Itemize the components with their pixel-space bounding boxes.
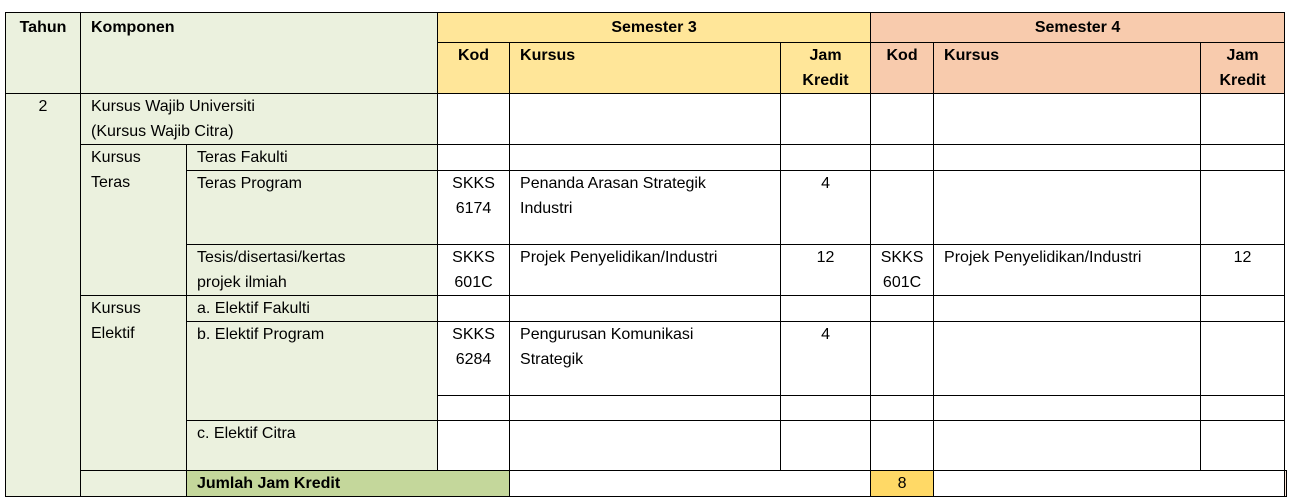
cell-empty <box>871 145 934 171</box>
total-tahun-spacer <box>81 471 187 497</box>
s3-kursus: Projek Penyelidikan/Industri <box>510 245 781 296</box>
header-s4-jam-kredit: Jam Kredit <box>1201 43 1285 94</box>
cell-empty <box>438 296 510 322</box>
table-row <box>6 245 1287 296</box>
cell-empty <box>781 94 871 145</box>
s3-kod: SKKS 6284 <box>438 322 510 396</box>
header-komponen: Komponen <box>81 13 438 94</box>
table-row <box>6 322 1287 396</box>
s4-jam-kredit: 12 <box>1201 245 1285 296</box>
komponen-tesis: Tesis/disertasi/kertas projek ilmiah <box>187 245 438 296</box>
cell-empty <box>871 322 934 396</box>
total-s3-jam-kredit: 8 <box>871 471 934 497</box>
s3-kod: SKKS 601C <box>438 245 510 296</box>
s3-kursus: Penanda Arasan Strategik Industri <box>510 171 781 245</box>
cell-empty <box>1201 396 1285 421</box>
cell-empty <box>510 296 781 322</box>
komponen-kursus-teras: Kursus Teras <box>81 145 187 296</box>
cell-empty <box>871 421 934 471</box>
s3-kursus: Pengurusan Komunikasi Strategik <box>510 322 781 396</box>
s4-kod: SKKS 601C <box>871 245 934 296</box>
cell-empty <box>871 171 934 245</box>
table-row <box>6 171 1287 245</box>
total-row <box>6 471 1287 497</box>
komponen-elektif-fakulti: a. Elektif Fakulti <box>187 296 438 322</box>
header-s4-kod: Kod <box>871 43 934 94</box>
cell-empty <box>934 296 1201 322</box>
cell-empty <box>781 145 871 171</box>
header-s3-jam-kredit: Jam Kredit <box>781 43 871 94</box>
cell-empty <box>871 396 934 421</box>
cell-empty <box>1201 421 1285 471</box>
cell-empty <box>781 421 871 471</box>
cell-empty <box>934 171 1201 245</box>
header-semester-3: Semester 3 <box>438 13 871 43</box>
table-row <box>6 296 1287 322</box>
cell-empty <box>934 421 1201 471</box>
table-row <box>6 421 1287 471</box>
komponen-teras-program: Teras Program <box>187 171 438 245</box>
s4-kursus: Projek Penyelidikan/Industri <box>934 245 1201 296</box>
cell-empty <box>1201 94 1285 145</box>
cell-empty <box>510 94 781 145</box>
header-s4-kursus: Kursus <box>934 43 1201 94</box>
header-semester-4: Semester 4 <box>871 13 1285 43</box>
s3-jam-kredit: 4 <box>781 322 871 396</box>
cell-empty <box>438 145 510 171</box>
table-row <box>6 94 1287 145</box>
cell-empty <box>934 471 1285 497</box>
total-s4-jam-kredit <box>1285 471 1287 497</box>
header-s3-kod: Kod <box>438 43 510 94</box>
komponen-elektif-citra: c. Elektif Citra <box>187 421 438 471</box>
s3-jam-kredit: 4 <box>781 171 871 245</box>
cell-empty <box>871 94 934 145</box>
cell-empty <box>1201 296 1285 322</box>
table-row <box>6 145 1287 171</box>
cell-empty <box>510 396 781 421</box>
cell-empty <box>934 322 1201 396</box>
cell-empty <box>1201 322 1285 396</box>
cell-empty <box>1201 171 1285 245</box>
s3-jam-kredit: 12 <box>781 245 871 296</box>
cell-empty <box>934 396 1201 421</box>
komponen-teras-fakulti: Teras Fakulti <box>187 145 438 171</box>
cell-empty <box>1201 145 1285 171</box>
total-label: Jumlah Jam Kredit <box>187 471 510 497</box>
cell-empty <box>871 296 934 322</box>
cell-empty <box>438 421 510 471</box>
s3-kod: SKKS 6174 <box>438 171 510 245</box>
cell-empty <box>510 421 781 471</box>
header-s3-kursus: Kursus <box>510 43 781 94</box>
cell-empty <box>510 145 781 171</box>
header-tahun: Tahun <box>6 13 81 94</box>
cell-empty <box>934 94 1201 145</box>
komponen-elektif-program: b. Elektif Program <box>187 322 438 421</box>
cell-empty <box>510 471 871 497</box>
study-plan-table <box>5 12 1287 497</box>
komponen-wajib-universiti: Kursus Wajib Universiti (Kursus Wajib Citra) <box>81 94 438 145</box>
cell-empty <box>934 145 1201 171</box>
cell-empty <box>438 94 510 145</box>
cell-empty <box>438 396 510 421</box>
tahun-value: 2 <box>6 94 81 497</box>
cell-empty <box>781 296 871 322</box>
cell-empty <box>781 396 871 421</box>
komponen-kursus-elektif: Kursus Elektif <box>81 296 187 471</box>
